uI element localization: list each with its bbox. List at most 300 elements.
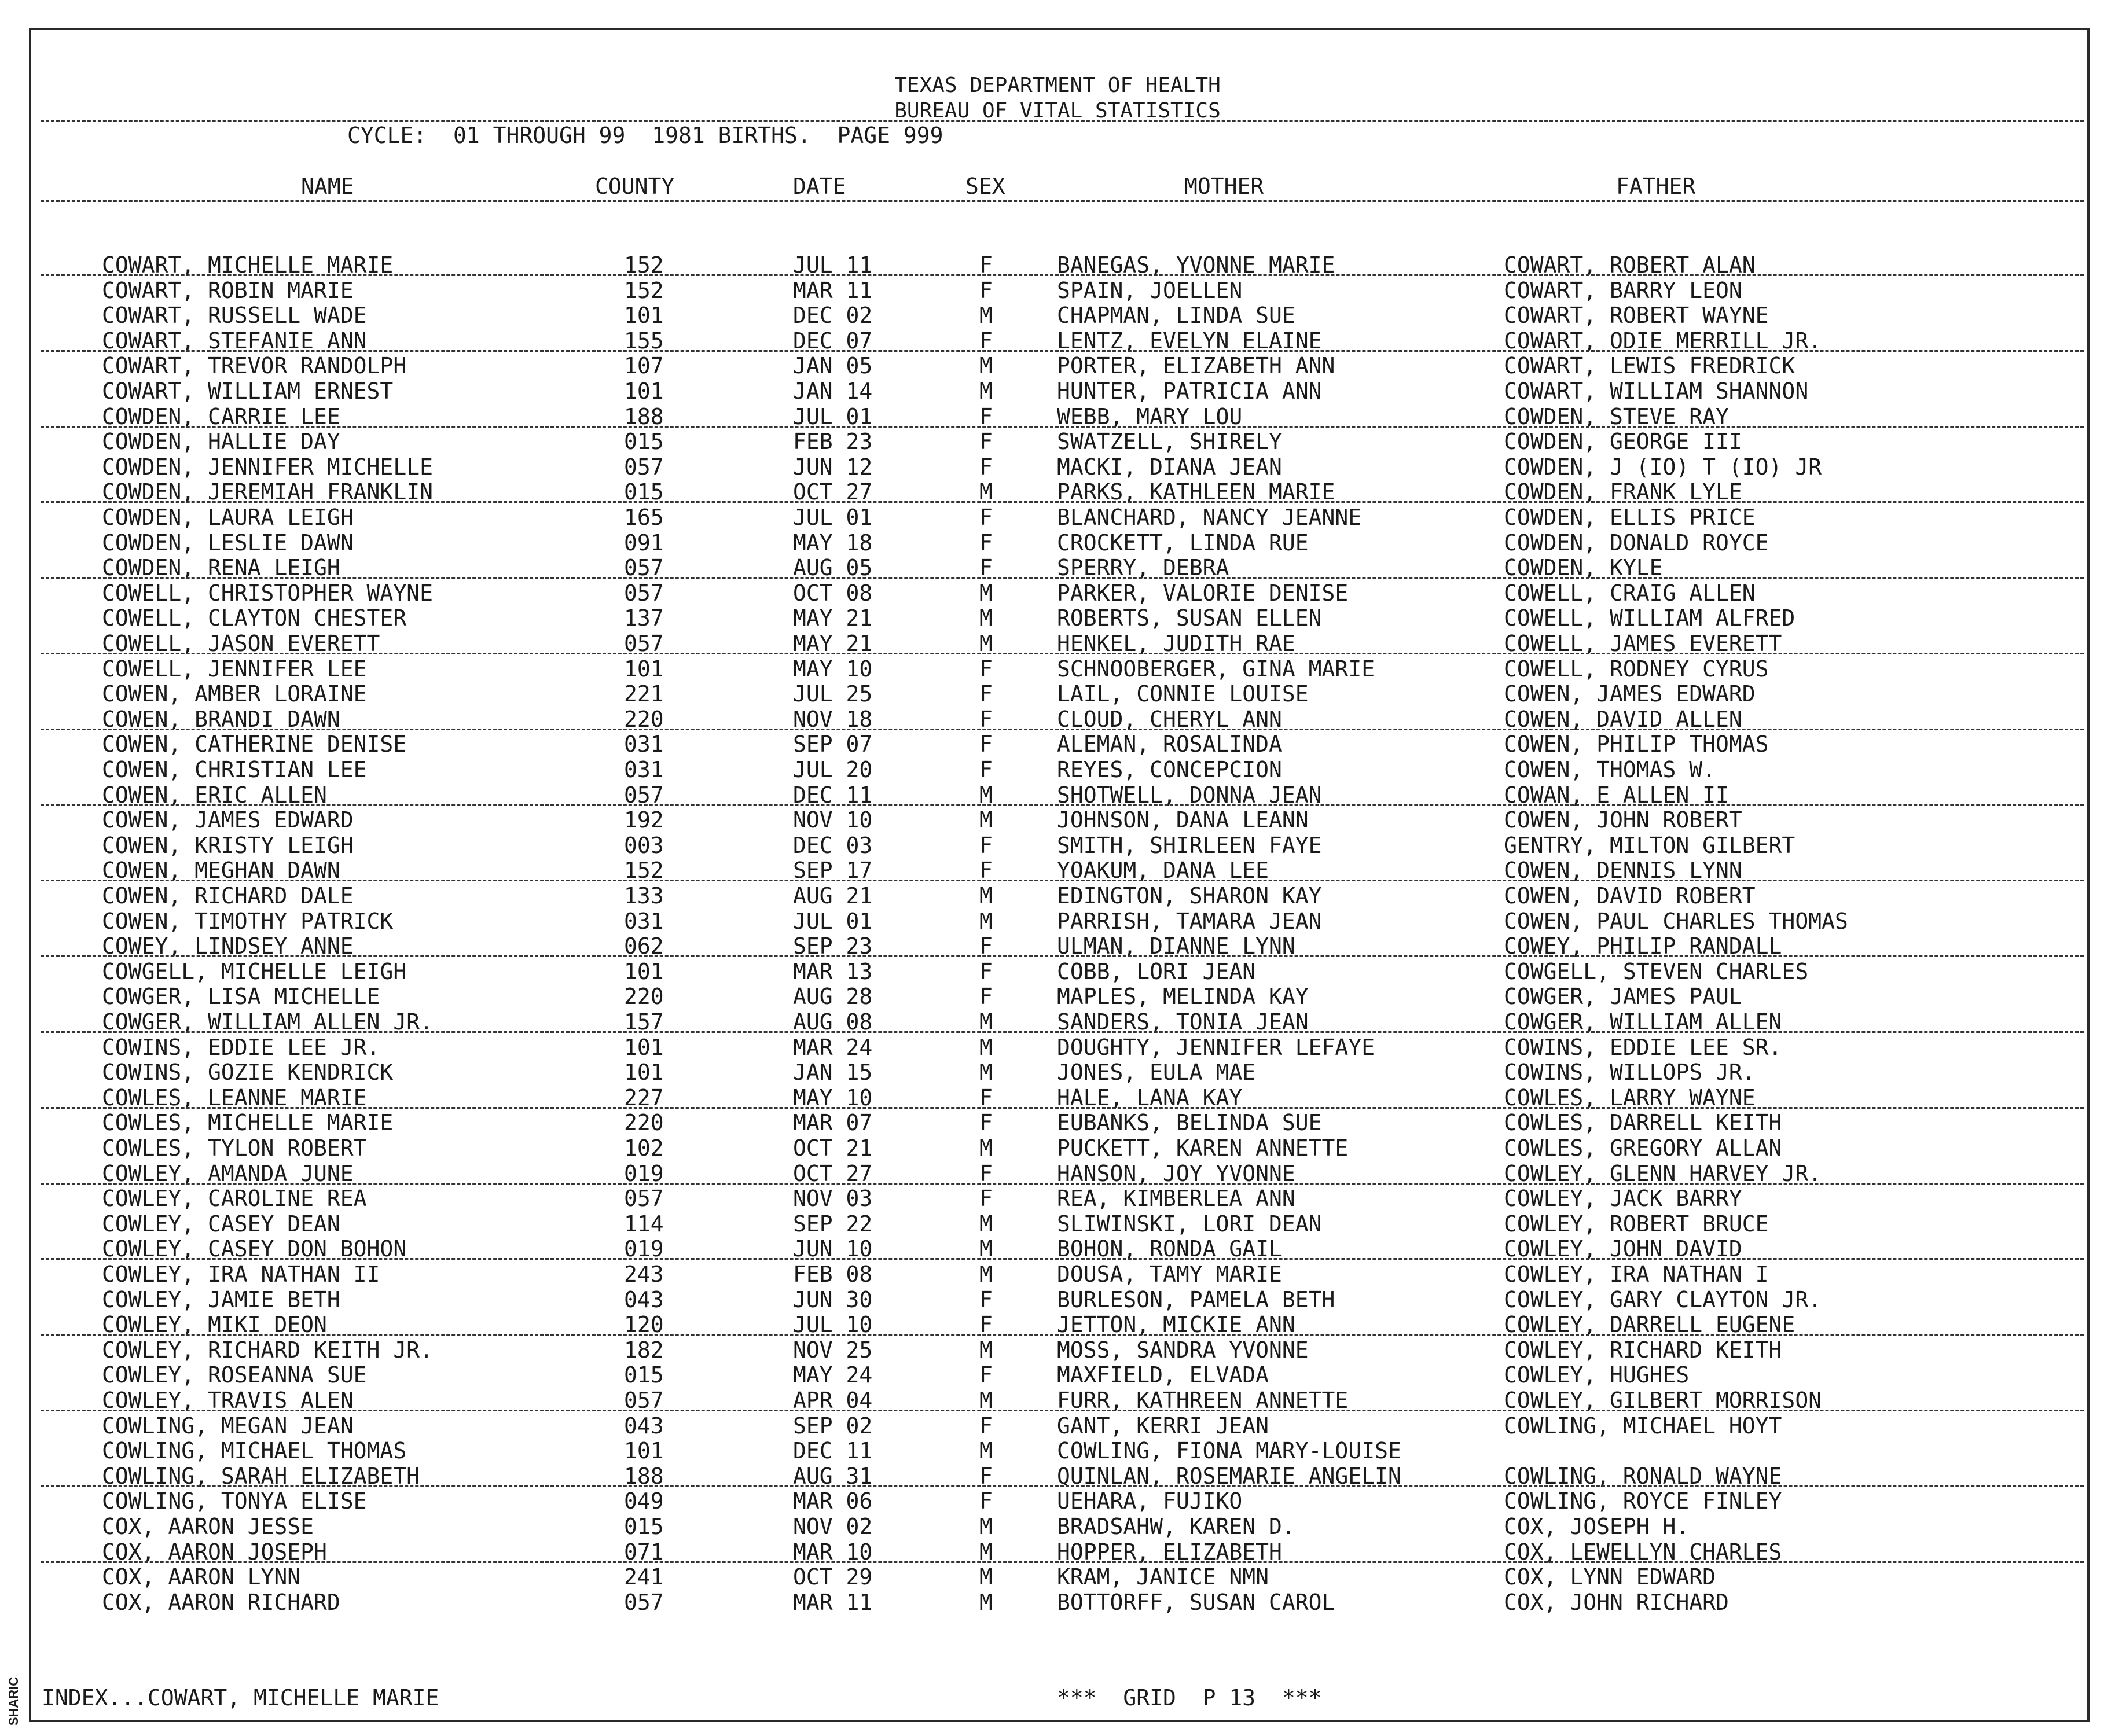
cell-mother: PARKS, KATHLEEN MARIE bbox=[1057, 479, 1335, 505]
cell-mother: LAIL, CONNIE LOUISE bbox=[1057, 681, 1309, 707]
cell-mother: HANSON, JOY YVONNE bbox=[1057, 1160, 1295, 1186]
cell-name: COWELL, CHRISTOPHER WAYNE bbox=[102, 580, 433, 606]
table-row bbox=[0, 580, 2115, 606]
cell-mother: PARKER, VALORIE DENISE bbox=[1057, 580, 1349, 606]
cell-sex: F bbox=[979, 403, 993, 429]
cell-date: DEC 07 bbox=[793, 328, 873, 354]
cell-name: COWEN, MEGHAN DAWN bbox=[102, 858, 340, 884]
cell-mother: SANDERS, TONIA JEAN bbox=[1057, 1009, 1309, 1035]
table-row bbox=[0, 1135, 2115, 1161]
cell-sex: F bbox=[979, 277, 993, 303]
cell-sex: M bbox=[979, 1261, 993, 1287]
header-rule-top bbox=[41, 120, 2084, 122]
table-row bbox=[0, 1287, 2115, 1312]
footer-grid: *** GRID P 13 *** bbox=[1057, 1685, 1322, 1711]
cell-county: 057 bbox=[624, 555, 664, 581]
row-rule bbox=[41, 804, 2084, 806]
cell-sex: F bbox=[979, 1463, 993, 1489]
table-row bbox=[0, 454, 2115, 480]
cell-county: 057 bbox=[624, 782, 664, 808]
cell-county: 101 bbox=[624, 1060, 664, 1086]
cell-county: 057 bbox=[624, 631, 664, 656]
cell-date: JUL 01 bbox=[793, 908, 873, 934]
cell-name: COWLEY, TRAVIS ALEN bbox=[102, 1388, 354, 1413]
cell-mother: KRAM, JANICE NMN bbox=[1057, 1564, 1269, 1590]
cell-father: COX, LYNN EDWARD bbox=[1504, 1564, 1716, 1590]
cell-name: COWDEN, JENNIFER MICHELLE bbox=[102, 454, 433, 480]
cell-name: COWLEY, ROSEANNA SUE bbox=[102, 1362, 367, 1388]
cell-name: COWDEN, CARRIE LEE bbox=[102, 403, 340, 429]
cell-name: COWELL, JASON EVERETT bbox=[102, 631, 380, 656]
cell-county: 057 bbox=[624, 1388, 664, 1413]
cell-father: COWLEY, GILBERT MORRISON bbox=[1504, 1388, 1822, 1413]
cell-mother: REA, KIMBERLEA ANN bbox=[1057, 1186, 1295, 1212]
cell-mother: JETTON, MICKIE ANN bbox=[1057, 1312, 1295, 1338]
cell-name: COWLING, MICHAEL THOMAS bbox=[102, 1438, 407, 1464]
cell-name: COWEN, ERIC ALLEN bbox=[102, 782, 327, 808]
cell-father: COWDEN, KYLE bbox=[1504, 555, 1663, 581]
cell-sex: F bbox=[979, 858, 993, 884]
cell-name: COWLEY, CASEY DON BOHON bbox=[102, 1236, 407, 1262]
cell-name: COX, AARON LYNN bbox=[102, 1564, 301, 1590]
cell-mother: FURR, KATHREEN ANNETTE bbox=[1057, 1388, 1349, 1413]
cell-date: OCT 21 bbox=[793, 1135, 873, 1161]
cell-father: COWLEY, RICHARD KEITH bbox=[1504, 1337, 1782, 1363]
cell-county: 241 bbox=[624, 1564, 664, 1590]
cell-date: MAR 10 bbox=[793, 1539, 873, 1565]
cell-sex: M bbox=[979, 1438, 993, 1464]
cell-father: COWART, WILLIAM SHANNON bbox=[1504, 378, 1809, 404]
cell-county: 031 bbox=[624, 757, 664, 782]
cell-mother: MOSS, SANDRA YVONNE bbox=[1057, 1337, 1309, 1363]
table-row bbox=[0, 731, 2115, 757]
cell-sex: M bbox=[979, 807, 993, 833]
cell-county: 015 bbox=[624, 1362, 664, 1388]
cell-father: COX, JOSEPH H. bbox=[1504, 1514, 1690, 1539]
cell-name: COWLING, TONYA ELISE bbox=[102, 1488, 367, 1514]
cell-sex: F bbox=[979, 681, 993, 707]
table-row bbox=[0, 378, 2115, 404]
cell-mother: BRADSAHW, KAREN D. bbox=[1057, 1514, 1295, 1539]
cell-name: COWLEY, IRA NATHAN II bbox=[102, 1261, 380, 1287]
cell-sex: M bbox=[979, 782, 993, 808]
cell-mother: HENKEL, JUDITH RAE bbox=[1057, 631, 1295, 656]
cell-mother: PARRISH, TAMARA JEAN bbox=[1057, 908, 1322, 934]
cell-mother: SWATZELL, SHIRELY bbox=[1057, 429, 1282, 455]
cell-sex: F bbox=[979, 505, 993, 530]
cell-date: MAY 10 bbox=[793, 1084, 873, 1110]
row-rule bbox=[41, 1410, 2084, 1411]
cell-name: COWLEY, AMANDA JUNE bbox=[102, 1160, 354, 1186]
cell-date: OCT 27 bbox=[793, 1160, 873, 1186]
cell-father: GENTRY, MILTON GILBERT bbox=[1504, 832, 1795, 858]
row-rule bbox=[41, 426, 2084, 428]
table-row bbox=[0, 429, 2115, 454]
table-row bbox=[0, 959, 2115, 984]
cell-mother: BOTTORFF, SUSAN CAROL bbox=[1057, 1589, 1335, 1615]
cell-sex: F bbox=[979, 1413, 993, 1439]
cell-name: COWELL, CLAYTON CHESTER bbox=[102, 605, 407, 631]
cell-date: SEP 17 bbox=[793, 858, 873, 884]
cell-date: NOV 02 bbox=[793, 1514, 873, 1539]
cell-date: AUG 28 bbox=[793, 984, 873, 1010]
cell-date: FEB 23 bbox=[793, 429, 873, 455]
table-row bbox=[0, 1110, 2115, 1135]
cell-father: COWINS, EDDIE LEE SR. bbox=[1504, 1034, 1782, 1060]
cell-father: COWLES, LARRY WAYNE bbox=[1504, 1084, 1756, 1110]
cell-mother: DOUSA, TAMY MARIE bbox=[1057, 1261, 1282, 1287]
cell-date: SEP 07 bbox=[793, 731, 873, 757]
cell-county: 220 bbox=[624, 984, 664, 1010]
cell-county: 031 bbox=[624, 908, 664, 934]
table-row bbox=[0, 278, 2115, 303]
cell-name: COWDEN, LESLIE DAWN bbox=[102, 529, 354, 556]
cell-county: 114 bbox=[624, 1211, 664, 1237]
table-row bbox=[0, 1438, 2115, 1463]
row-rule bbox=[41, 501, 2084, 503]
column-header-date: DATE bbox=[793, 174, 846, 199]
cell-sex: F bbox=[979, 1160, 993, 1186]
cell-county: 019 bbox=[624, 1160, 664, 1186]
cell-county: 102 bbox=[624, 1135, 664, 1161]
table-row bbox=[0, 656, 2115, 682]
cell-name: COWEN, BRANDI DAWN bbox=[102, 706, 340, 732]
cell-father: COWGER, WILLIAM ALLEN bbox=[1504, 1009, 1782, 1035]
cell-county: 107 bbox=[624, 353, 664, 379]
cell-county: 003 bbox=[624, 832, 664, 858]
cell-sex: F bbox=[979, 958, 993, 984]
cell-county: 227 bbox=[624, 1084, 664, 1110]
cell-county: 015 bbox=[624, 1514, 664, 1539]
cell-name: COWLING, MEGAN JEAN bbox=[102, 1413, 354, 1439]
cell-county: 057 bbox=[624, 580, 664, 606]
cell-father: COWLES, DARRELL KEITH bbox=[1504, 1110, 1782, 1136]
cell-county: 057 bbox=[624, 1589, 664, 1615]
cell-mother: PORTER, ELIZABETH ANN bbox=[1057, 353, 1335, 379]
cell-mother: LENTZ, EVELYN ELAINE bbox=[1057, 328, 1322, 354]
cell-name: COX, AARON JOSEPH bbox=[102, 1539, 327, 1565]
cell-name: COWEN, RICHARD DALE bbox=[102, 883, 354, 909]
cell-date: OCT 29 bbox=[793, 1564, 873, 1590]
cell-sex: M bbox=[979, 1589, 993, 1615]
cell-mother: QUINLAN, ROSEMARIE ANGELIN bbox=[1057, 1463, 1401, 1489]
cell-date: JUL 01 bbox=[793, 505, 873, 530]
cell-mother: YOAKUM, DANA LEE bbox=[1057, 858, 1269, 884]
cell-father: COWELL, RODNEY CYRUS bbox=[1504, 656, 1769, 682]
cell-date: AUG 31 bbox=[793, 1463, 873, 1489]
table-row bbox=[0, 1035, 2115, 1060]
table-row bbox=[0, 353, 2115, 378]
cell-sex: F bbox=[979, 757, 993, 782]
cell-date: SEP 02 bbox=[793, 1413, 873, 1439]
cell-sex: M bbox=[979, 479, 993, 505]
cell-sex: F bbox=[979, 328, 993, 354]
cell-name: COWLEY, MIKI DEON bbox=[102, 1312, 327, 1338]
cell-date: JAN 05 bbox=[793, 353, 873, 379]
cell-date: APR 04 bbox=[793, 1388, 873, 1413]
table-row bbox=[0, 1337, 2115, 1363]
cell-mother: SPAIN, JOELLEN bbox=[1057, 277, 1243, 303]
cell-mother: BURLESON, PAMELA BETH bbox=[1057, 1286, 1335, 1312]
header-rule-bottom bbox=[41, 200, 2084, 202]
cell-county: 043 bbox=[624, 1413, 664, 1439]
cell-mother: MACKI, DIANA JEAN bbox=[1057, 454, 1282, 480]
cell-date: SEP 23 bbox=[793, 933, 873, 959]
cell-name: COWGELL, MICHELLE LEIGH bbox=[102, 958, 407, 984]
cell-county: 188 bbox=[624, 403, 664, 429]
cell-date: OCT 27 bbox=[793, 479, 873, 505]
cell-mother: MAPLES, MELINDA KAY bbox=[1057, 984, 1309, 1010]
cell-name: COWINS, GOZIE KENDRICK bbox=[102, 1060, 394, 1086]
cell-name: COWART, MICHELLE MARIE bbox=[102, 252, 394, 278]
cell-father: COWGELL, STEVEN CHARLES bbox=[1504, 958, 1809, 984]
side-label bbox=[2, 1672, 25, 1730]
cell-sex: M bbox=[979, 1337, 993, 1363]
cell-date: JUN 12 bbox=[793, 454, 873, 480]
cell-sex: M bbox=[979, 1009, 993, 1035]
cell-father: COWEN, JAMES EDWARD bbox=[1504, 681, 1756, 707]
cell-father: COWDEN, FRANK LYLE bbox=[1504, 479, 1742, 505]
cell-father: COWLEY, DARRELL EUGENE bbox=[1504, 1312, 1795, 1338]
cell-father: COWEY, PHILIP RANDALL bbox=[1504, 933, 1782, 959]
cell-father: COWLING, ROYCE FINLEY bbox=[1504, 1488, 1782, 1514]
cell-sex: M bbox=[979, 631, 993, 656]
cell-father: COWLEY, JOHN DAVID bbox=[1504, 1236, 1742, 1262]
cell-father: COWART, ODIE MERRILL JR. bbox=[1504, 328, 1822, 354]
cell-mother: BOHON, RONDA GAIL bbox=[1057, 1236, 1282, 1262]
cell-sex: F bbox=[979, 1084, 993, 1110]
cell-father: COWLING, RONALD WAYNE bbox=[1504, 1463, 1782, 1489]
cell-father: COWDEN, GEORGE III bbox=[1504, 429, 1742, 455]
cell-sex: M bbox=[979, 303, 993, 329]
cell-date: JUL 20 bbox=[793, 757, 873, 782]
cell-date: DEC 02 bbox=[793, 303, 873, 329]
cell-county: 043 bbox=[624, 1286, 664, 1312]
cell-sex: M bbox=[979, 1564, 993, 1590]
cell-date: DEC 11 bbox=[793, 1438, 873, 1464]
cell-mother: HOPPER, ELIZABETH bbox=[1057, 1539, 1282, 1565]
cell-mother: MAXFIELD, ELVADA bbox=[1057, 1362, 1269, 1388]
cell-name: COWINS, EDDIE LEE JR. bbox=[102, 1034, 380, 1060]
cell-father: COWEN, THOMAS W. bbox=[1504, 757, 1716, 782]
cell-father: COWLES, GREGORY ALLAN bbox=[1504, 1135, 1782, 1161]
cell-county: 049 bbox=[624, 1488, 664, 1514]
cell-father: COWDEN, J (IO) T (IO) JR bbox=[1504, 454, 1822, 480]
cell-mother: CLOUD, CHERYL ANN bbox=[1057, 706, 1282, 732]
cell-county: 221 bbox=[624, 681, 664, 707]
header-agency: TEXAS DEPARTMENT OF HEALTH bbox=[894, 73, 1221, 97]
cell-name: COWEN, AMBER LORAINE bbox=[102, 681, 367, 707]
cell-date: JAN 14 bbox=[793, 378, 873, 404]
cell-father: COWEN, PHILIP THOMAS bbox=[1504, 731, 1769, 757]
cell-mother: CROCKETT, LINDA RUE bbox=[1057, 529, 1309, 556]
table-row bbox=[0, 1186, 2115, 1211]
cell-mother: JOHNSON, DANA LEANN bbox=[1057, 807, 1309, 833]
table-row bbox=[0, 883, 2115, 909]
cell-father: COWEN, PAUL CHARLES THOMAS bbox=[1504, 908, 1848, 934]
cell-county: 057 bbox=[624, 1186, 664, 1212]
cell-county: 071 bbox=[624, 1539, 664, 1565]
cell-sex: M bbox=[979, 378, 993, 404]
cell-sex: F bbox=[979, 832, 993, 858]
cell-mother: BLANCHARD, NANCY JEANNE bbox=[1057, 505, 1362, 530]
cell-county: 165 bbox=[624, 505, 664, 530]
cell-sex: M bbox=[979, 1514, 993, 1539]
cell-county: 101 bbox=[624, 958, 664, 984]
cell-county: 152 bbox=[624, 252, 664, 278]
cell-mother: WEBB, MARY LOU bbox=[1057, 403, 1243, 429]
cell-sex: F bbox=[979, 731, 993, 757]
cell-sex: M bbox=[979, 883, 993, 909]
cycle-line: CYCLE: 01 THROUGH 99 1981 BIRTHS. PAGE 999 bbox=[347, 123, 943, 148]
cell-sex: F bbox=[979, 429, 993, 455]
row-rule bbox=[41, 350, 2084, 352]
cell-mother: BANEGAS, YVONNE MARIE bbox=[1057, 252, 1335, 278]
cell-father: COWEN, DAVID ROBERT bbox=[1504, 883, 1756, 909]
cell-date: MAY 10 bbox=[793, 656, 873, 682]
cell-county: 220 bbox=[624, 706, 664, 732]
cell-mother: DOUGHTY, JENNIFER LEFAYE bbox=[1057, 1034, 1375, 1060]
cell-county: 019 bbox=[624, 1236, 664, 1262]
cell-sex: M bbox=[979, 1539, 993, 1565]
cell-father: COWLEY, HUGHES bbox=[1504, 1362, 1690, 1388]
cell-mother: JONES, EULA MAE bbox=[1057, 1060, 1256, 1086]
cell-name: COWEN, KRISTY LEIGH bbox=[102, 832, 354, 858]
cell-sex: F bbox=[979, 984, 993, 1010]
cell-sex: F bbox=[979, 656, 993, 682]
table-row bbox=[0, 1362, 2115, 1388]
cell-name: COWDEN, RENA LEIGH bbox=[102, 555, 340, 581]
row-rule bbox=[41, 1031, 2084, 1033]
cell-mother: CHAPMAN, LINDA SUE bbox=[1057, 303, 1295, 329]
cell-father: COX, JOHN RICHARD bbox=[1504, 1589, 1729, 1615]
cell-mother: GANT, KERRI JEAN bbox=[1057, 1413, 1269, 1439]
cell-date: MAY 18 bbox=[793, 529, 873, 556]
cell-date: NOV 18 bbox=[793, 706, 873, 732]
cell-name: COWDEN, HALLIE DAY bbox=[102, 429, 340, 455]
column-header-sex: SEX bbox=[965, 174, 1005, 199]
cell-mother: HALE, LANA KAY bbox=[1057, 1084, 1243, 1110]
cell-father: COWLING, MICHAEL HOYT bbox=[1504, 1413, 1782, 1439]
cell-date: AUG 05 bbox=[793, 555, 873, 581]
cell-date: NOV 10 bbox=[793, 807, 873, 833]
table-row bbox=[0, 530, 2115, 556]
cell-name: COWART, WILLIAM ERNEST bbox=[102, 378, 394, 404]
cell-date: MAR 06 bbox=[793, 1488, 873, 1514]
cell-father: COWEN, DAVID ALLEN bbox=[1504, 706, 1742, 732]
cell-father: COWAN, E ALLEN II bbox=[1504, 782, 1729, 808]
cell-father: COWELL, JAMES EVERETT bbox=[1504, 631, 1782, 656]
cell-county: 220 bbox=[624, 1110, 664, 1136]
cell-date: JUN 30 bbox=[793, 1286, 873, 1312]
cell-name: COWLEY, RICHARD KEITH JR. bbox=[102, 1337, 433, 1363]
table-row bbox=[0, 505, 2115, 530]
row-rule bbox=[41, 274, 2084, 276]
cell-name: COWART, TREVOR RANDOLPH bbox=[102, 353, 407, 379]
cell-mother: EUBANKS, BELINDA SUE bbox=[1057, 1110, 1322, 1136]
cell-county: 031 bbox=[624, 731, 664, 757]
cell-name: COX, AARON JESSE bbox=[102, 1514, 314, 1539]
cell-father: COWINS, WILLOPS JR. bbox=[1504, 1060, 1756, 1086]
cell-county: 152 bbox=[624, 277, 664, 303]
cell-sex: M bbox=[979, 580, 993, 606]
cell-sex: M bbox=[979, 353, 993, 379]
cell-date: DEC 03 bbox=[793, 832, 873, 858]
row-rule bbox=[41, 880, 2084, 881]
row-rule bbox=[41, 1183, 2084, 1185]
cell-mother: EDINGTON, SHARON KAY bbox=[1057, 883, 1322, 909]
row-rule bbox=[41, 729, 2084, 730]
cell-county: 101 bbox=[624, 378, 664, 404]
cell-father: COWLEY, GARY CLAYTON JR. bbox=[1504, 1286, 1822, 1312]
cell-sex: M bbox=[979, 605, 993, 631]
cell-county: 101 bbox=[624, 1034, 664, 1060]
column-header-father: FATHER bbox=[1616, 174, 1696, 199]
cell-father: COWGER, JAMES PAUL bbox=[1504, 984, 1742, 1010]
cell-date: JAN 15 bbox=[793, 1060, 873, 1086]
cell-father: COWART, BARRY LEON bbox=[1504, 277, 1742, 303]
cell-mother: ALEMAN, ROSALINDA bbox=[1057, 731, 1282, 757]
cell-father: COWDEN, ELLIS PRICE bbox=[1504, 505, 1756, 530]
cell-date: MAR 24 bbox=[793, 1034, 873, 1060]
side-label-text: SHARIC bbox=[6, 1676, 21, 1726]
cell-county: 157 bbox=[624, 1009, 664, 1035]
cell-date: MAY 24 bbox=[793, 1362, 873, 1388]
cell-sex: F bbox=[979, 1110, 993, 1136]
cell-name: COWDEN, JEREMIAH FRANKLIN bbox=[102, 479, 433, 505]
cell-date: MAY 21 bbox=[793, 605, 873, 631]
table-row bbox=[0, 833, 2115, 858]
cell-date: NOV 03 bbox=[793, 1186, 873, 1212]
column-header-mother: MOTHER bbox=[1184, 174, 1264, 199]
cell-name: COWEN, JAMES EDWARD bbox=[102, 807, 354, 833]
cell-date: AUG 08 bbox=[793, 1009, 873, 1035]
cell-mother: PUCKETT, KAREN ANNETTE bbox=[1057, 1135, 1349, 1161]
cell-county: 057 bbox=[624, 454, 664, 480]
cell-date: JUL 11 bbox=[793, 252, 873, 278]
cell-sex: F bbox=[979, 706, 993, 732]
column-header-name: NAME bbox=[301, 174, 354, 199]
cell-mother: COBB, LORI JEAN bbox=[1057, 958, 1256, 984]
cell-name: COWLES, TYLON ROBERT bbox=[102, 1135, 367, 1161]
cell-date: MAY 21 bbox=[793, 631, 873, 656]
cell-father: COWART, ROBERT ALAN bbox=[1504, 252, 1756, 278]
cell-sex: M bbox=[979, 1060, 993, 1086]
cell-sex: M bbox=[979, 908, 993, 934]
table-row bbox=[0, 1060, 2115, 1085]
cell-county: 192 bbox=[624, 807, 664, 833]
table-row bbox=[0, 605, 2115, 631]
table-row bbox=[0, 909, 2115, 934]
cell-mother: ULMAN, DIANNE LYNN bbox=[1057, 933, 1295, 959]
cell-name: COWLES, LEANNE MARIE bbox=[102, 1084, 367, 1110]
cell-date: MAR 07 bbox=[793, 1110, 873, 1136]
cell-name: COWART, RUSSELL WADE bbox=[102, 303, 367, 329]
table-row bbox=[0, 1211, 2115, 1237]
cell-sex: F bbox=[979, 1488, 993, 1514]
footer-index: INDEX...COWART, MICHELLE MARIE bbox=[42, 1685, 439, 1711]
table-row bbox=[0, 1261, 2115, 1287]
table-row bbox=[0, 1590, 2115, 1615]
cell-name: COWDEN, LAURA LEIGH bbox=[102, 505, 354, 530]
table-row bbox=[0, 1413, 2115, 1439]
cell-sex: F bbox=[979, 555, 993, 581]
cell-name: COWEN, CATHERINE DENISE bbox=[102, 731, 407, 757]
cell-name: COWEN, CHRISTIAN LEE bbox=[102, 757, 367, 782]
cell-county: 182 bbox=[624, 1337, 664, 1363]
cell-county: 137 bbox=[624, 605, 664, 631]
cell-father: COWLEY, JACK BARRY bbox=[1504, 1186, 1742, 1212]
